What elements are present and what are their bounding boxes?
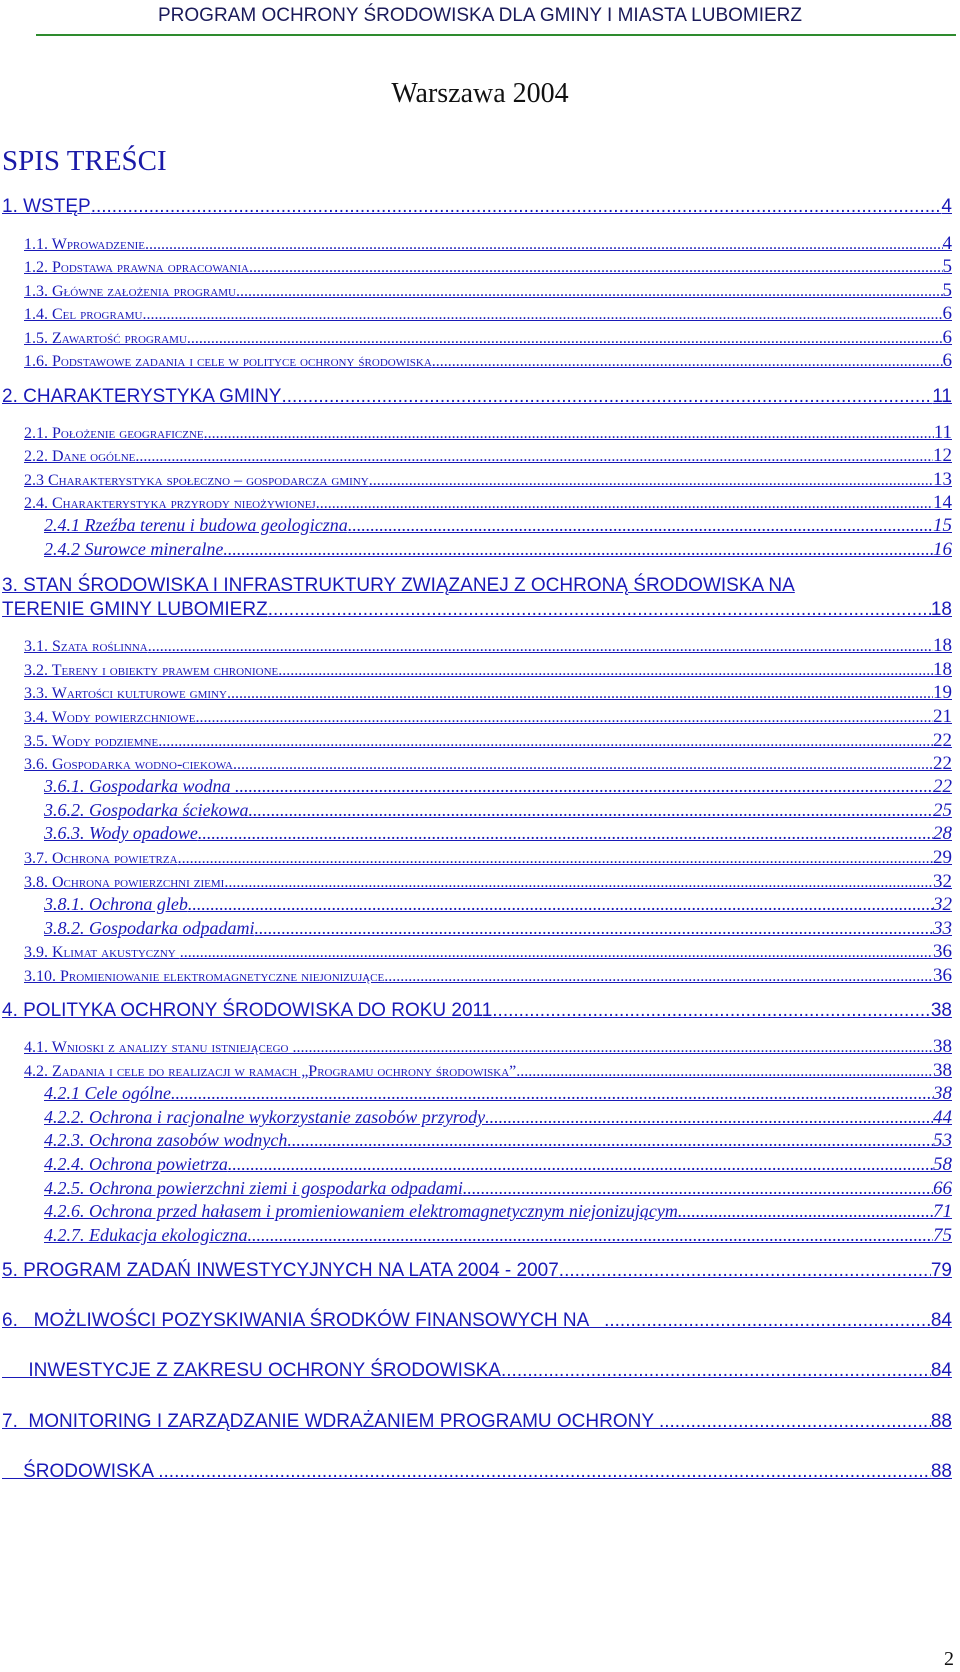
toc-entry-page: 13	[933, 469, 952, 490]
toc-title: SPIS TREŚCI	[2, 145, 167, 177]
toc-entry-page: 38	[933, 1036, 952, 1057]
toc-entry-label: 3.6. Gospodarka wodno-ciekowa	[24, 756, 233, 773]
toc-entry[interactable]	[24, 659, 952, 681]
toc-entry-page: 25	[933, 800, 952, 821]
dot-leader	[204, 425, 934, 443]
toc-entry-page: 5	[942, 280, 952, 301]
toc-entry[interactable]	[2, 599, 952, 621]
toc-entry-label: 2.1. Położenie geograficzne	[24, 425, 204, 442]
toc-entry-page: 71	[933, 1201, 952, 1222]
toc-entry[interactable]	[24, 350, 952, 372]
toc-entry-label: 2. CHARAKTERYSTYKA GMINY	[2, 386, 282, 407]
toc-entry-label: 4.1. Wnioski z analizy stanu istniejącego	[24, 1039, 293, 1056]
toc-entry-page: 75	[933, 1225, 952, 1246]
dot-leader	[195, 709, 933, 727]
toc-entry-page: 18	[933, 635, 952, 656]
toc-entry-label: 3.5. Wody podziemne	[24, 733, 159, 750]
toc-entry-page: 28	[933, 823, 952, 844]
dot-leader	[148, 638, 933, 656]
toc-entry-label: 3.8.2. Gospodarka odpadami	[44, 918, 255, 938]
dot-leader	[198, 823, 933, 844]
toc-entry[interactable]	[24, 965, 952, 987]
toc-entry-label: 4.2.2. Ochrona i racjonalne wykorzystanie zasobów przyrody	[44, 1107, 486, 1127]
toc-entry-label: 3.7. Ochrona powietrza	[24, 850, 178, 867]
toc-entry[interactable]	[24, 730, 952, 752]
toc-entry[interactable]	[44, 1154, 952, 1176]
toc-entry-page: 32	[933, 894, 952, 915]
toc-entry-label: 3.6.1. Gospodarka wodna	[44, 776, 236, 796]
toc-entry[interactable]	[24, 422, 952, 444]
toc-entry-label: 2.3 Charakterystyka społeczno – gospodarcza gminy	[24, 472, 369, 489]
toc-entry-page: 79	[930, 1260, 952, 1281]
toc-entry-page: 38	[930, 1000, 952, 1021]
toc-entry-page: 22	[933, 730, 952, 751]
toc-entry-label: 1.5. Zawartość programu	[24, 330, 187, 347]
toc-entry[interactable]	[44, 1083, 952, 1105]
toc-entry-label: 4. POLITYKA OCHRONY ŚRODOWISKA DO ROKU 2011	[2, 1000, 493, 1021]
toc-entry-label: 3.10. Promieniowanie elektromagnetyczne niejonizujące	[24, 968, 385, 985]
dot-leader	[268, 599, 931, 621]
toc-entry-page: 5	[942, 256, 952, 277]
dot-leader	[287, 1130, 933, 1151]
toc-entry-page: 84	[930, 1310, 952, 1331]
dot-leader	[135, 448, 933, 466]
toc-entry[interactable]	[24, 469, 952, 491]
dot-leader	[384, 968, 933, 986]
toc-entry-label: 3.6.2. Gospodarka ściekowa	[44, 800, 249, 820]
toc-entry[interactable]	[24, 706, 952, 728]
toc-entry-label: 2.4.1 Rzeźba terenu i budowa geologiczna	[44, 515, 348, 535]
page-header: PROGRAM OCHRONY ŚRODOWISKA DLA GMINY I MIASTA LUBOMIERZ	[158, 5, 802, 26]
toc-entry[interactable]	[44, 918, 952, 940]
dot-leader	[316, 495, 933, 513]
toc-entry[interactable]	[44, 1225, 952, 1247]
dot-leader	[559, 1260, 931, 1282]
dot-leader	[292, 1039, 933, 1057]
dot-leader	[180, 944, 933, 962]
dot-leader	[145, 236, 942, 254]
toc-entry-page: 15	[933, 515, 952, 536]
toc-entry-page: 36	[933, 965, 952, 986]
toc-entry-page: 84	[930, 1360, 952, 1381]
dot-leader	[171, 1083, 933, 1104]
toc-entry[interactable]	[24, 492, 952, 514]
toc-entry[interactable]	[44, 1201, 952, 1223]
toc-entry-page: 88	[930, 1461, 952, 1482]
toc-entry-page: 14	[933, 492, 952, 513]
toc-entry-label: 2.4. Charakterystyka przyrody nieożywionej	[24, 495, 316, 512]
toc-entry-label: 3.3. Wartości kulturowe gminy	[24, 685, 227, 702]
toc-entry-label: 3.1. Szata roślinna	[24, 638, 148, 655]
toc-entry-label: 1.6. Podstawowe zadania i cele w polityce ochrony środowiska	[24, 353, 432, 370]
toc-entry[interactable]	[2, 1461, 952, 1483]
toc-entry-label: 3.6.3. Wody opadowe	[44, 823, 198, 843]
dot-leader	[223, 539, 933, 560]
dot-leader	[178, 850, 933, 868]
toc-entry[interactable]	[24, 753, 952, 775]
page-number: 2	[944, 1648, 954, 1670]
toc-entry-label: 4.2.5. Ochrona powierzchni ziemi i gospodarka odpadami	[44, 1178, 463, 1198]
toc-entry-page: 16	[933, 539, 952, 560]
dot-leader	[485, 1107, 933, 1128]
toc-entry[interactable]	[44, 800, 952, 822]
toc-entry-page: 33	[933, 918, 952, 939]
toc-entry-label: 1.3. Główne założenia programu	[24, 283, 236, 300]
toc-entry[interactable]	[44, 1178, 952, 1200]
toc-entry[interactable]	[44, 823, 952, 845]
toc-entry[interactable]	[44, 776, 952, 798]
toc-entry-label: 3.2. Tereny i obiekty prawem chronione	[24, 662, 279, 679]
toc-entry[interactable]	[24, 1036, 952, 1058]
toc-entry-page: 38	[933, 1083, 952, 1104]
toc-entry-label: 1.2. Podstawa prawna opracowania	[24, 259, 249, 276]
toc-entry-label: 5. PROGRAM ZADAŃ INWESTYCYJNYCH NA LATA 2004 - 2007	[2, 1260, 559, 1281]
toc-entry-page: 4	[942, 233, 952, 254]
toc-entry-label: 6. MOŻLIWOŚCI POZYSKIWANIA ŚRODKÓW FINANSOWYCH NA	[2, 1310, 605, 1331]
toc-entry-page: 19	[933, 682, 952, 703]
toc-entry-label: 4.2.3. Ochrona zasobów wodnych	[44, 1130, 288, 1150]
toc-entry-page: 88	[930, 1411, 952, 1432]
dot-leader	[278, 662, 933, 680]
toc-entry[interactable]	[44, 1107, 952, 1129]
toc-entry-page: 18	[930, 599, 952, 620]
toc-entry[interactable]	[24, 327, 952, 349]
dot-leader	[91, 196, 942, 218]
toc-entry[interactable]	[2, 1411, 952, 1433]
toc-entry-line1[interactable]: 3. STAN ŚRODOWISKA I INFRASTRUKTURY ZWIĄZANEJ Z OCHRONĄ ŚRODOWISKA NA	[2, 575, 795, 596]
dot-leader	[187, 330, 943, 348]
toc-entry-label: 1. WSTĘP	[2, 196, 91, 217]
toc-entry[interactable]	[24, 635, 952, 657]
dot-leader	[142, 306, 942, 324]
toc-entry[interactable]	[44, 1130, 952, 1152]
dot-leader	[233, 756, 933, 774]
toc-entry-label: 4.2. Zadania i cele do realizacji w ramach „Programu ochrony środowiska”	[24, 1063, 517, 1080]
dot-leader	[247, 1225, 933, 1246]
toc-entry-page: 6	[942, 327, 952, 348]
toc-entry[interactable]	[2, 1260, 952, 1282]
dot-leader	[188, 894, 933, 915]
dot-leader	[158, 733, 933, 751]
toc-entry[interactable]	[24, 280, 952, 302]
toc-entry-page: 29	[933, 847, 952, 868]
toc-entry-page: 58	[933, 1154, 952, 1175]
toc-entry[interactable]	[44, 894, 952, 916]
toc-entry-label: 3.9. Klimat akustyczny	[24, 944, 180, 961]
dot-leader	[224, 874, 933, 892]
dot-leader	[236, 283, 943, 301]
dot-leader	[281, 386, 932, 408]
toc-entry-page: 53	[933, 1130, 952, 1151]
toc-entry-label: 4.2.7. Edukacja ekologiczna	[44, 1225, 248, 1245]
toc-entry-label: 3.8.1. Ochrona gleb	[44, 894, 188, 914]
toc-entry-label: INWESTYCJE Z ZAKRESU OCHRONY ŚRODOWISKA	[2, 1360, 501, 1381]
dot-leader	[249, 259, 943, 277]
toc-entry-page: 32	[933, 871, 952, 892]
toc-entry-label: 3.8. Ochrona powierzchni ziemi	[24, 874, 225, 891]
toc-entry[interactable]	[24, 233, 952, 255]
toc-entry[interactable]	[24, 682, 952, 704]
toc-entry-label: 4.2.4. Ochrona powietrza	[44, 1154, 228, 1174]
toc-entry-label: TERENIE GMINY LUBOMIERZ	[2, 599, 268, 620]
toc-entry-page: 66	[933, 1178, 952, 1199]
toc-entry-page: 38	[933, 1060, 952, 1081]
dot-leader	[678, 1201, 933, 1222]
dot-leader	[227, 685, 933, 703]
toc-entry[interactable]	[24, 303, 952, 325]
toc-entry-label: 4.2.6. Ochrona przed hałasem i promieniowaniem elektromagnetycznym niejonizującym	[44, 1201, 678, 1221]
dot-leader	[235, 776, 933, 797]
toc-entry[interactable]	[24, 847, 952, 869]
toc-entry-page: 4	[941, 196, 952, 217]
toc-entry[interactable]	[24, 256, 952, 278]
toc-entry-label: 1.1. Wprowadzenie	[24, 236, 146, 253]
dot-leader	[228, 1154, 933, 1175]
document-subtitle: Warszawa 2004	[391, 78, 569, 109]
toc-entry-page: 11	[932, 386, 952, 407]
toc-entry[interactable]	[2, 386, 952, 408]
toc-entry-label: 1.4. Cel programu	[24, 306, 143, 323]
toc-entry-label: 7. MONITORING I ZARZĄDZANIE WDRAŻANIEM PROGRAMU OCHRONY	[2, 1411, 659, 1432]
toc-entry[interactable]	[44, 515, 952, 537]
dot-leader	[432, 353, 943, 371]
toc-entry[interactable]	[44, 539, 952, 561]
toc-entry[interactable]	[2, 1310, 952, 1332]
dot-leader	[492, 1000, 931, 1022]
dot-leader	[158, 1461, 931, 1483]
dot-leader	[604, 1310, 931, 1332]
toc-entry-page: 21	[933, 706, 952, 727]
dot-leader	[248, 800, 933, 821]
dot-leader	[516, 1063, 933, 1081]
toc-entry[interactable]	[2, 1000, 952, 1022]
dot-leader	[659, 1411, 931, 1433]
toc-entry-label: ŚRODOWISKA	[2, 1461, 159, 1482]
toc-entry-label: 4.2.1 Cele ogólne	[44, 1083, 171, 1103]
toc-entry-page: 18	[933, 659, 952, 680]
toc-entry-label: 3.4. Wody powierzchniowe	[24, 709, 196, 726]
toc-entry-page: 36	[933, 941, 952, 962]
toc-entry[interactable]	[2, 196, 952, 218]
dot-leader	[501, 1360, 931, 1382]
dot-leader	[348, 515, 933, 536]
toc-entry[interactable]	[2, 1360, 952, 1382]
toc-entry-label: 2.4.2 Surowce mineralne	[44, 539, 224, 559]
toc-entry-page: 44	[933, 1107, 952, 1128]
toc-entry[interactable]	[24, 1060, 952, 1082]
dot-leader	[369, 472, 933, 490]
toc-entry-page: 6	[942, 350, 952, 371]
toc-entry-page: 12	[933, 445, 952, 466]
dot-leader	[255, 918, 934, 939]
toc-entry[interactable]	[24, 941, 952, 963]
toc-entry-label: 2.2. Dane ogólne	[24, 448, 136, 465]
toc-entry[interactable]	[24, 445, 952, 467]
dot-leader	[463, 1178, 933, 1199]
header-divider	[36, 34, 956, 36]
toc-entry-page: 22	[933, 753, 952, 774]
toc-entry-page: 11	[933, 422, 952, 443]
toc-entry-page: 22	[933, 776, 952, 797]
toc-entry-page: 6	[942, 303, 952, 324]
toc-entry[interactable]	[24, 871, 952, 893]
